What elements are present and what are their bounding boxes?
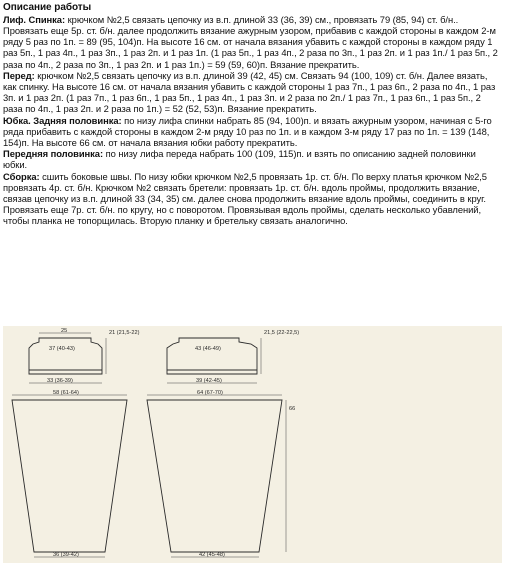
skirt-back-outline: [12, 400, 127, 552]
skirt-back-top-label: 58 (61-64): [53, 390, 79, 396]
skirt-front-outline: [147, 400, 282, 552]
bodice-back-side-label: 21 (21,5-22): [109, 330, 140, 336]
section-skirt-back: [3, 115, 502, 149]
section-assembly: [3, 171, 502, 227]
section-text: крючком №2,5 связать цепочку из в.п. длиной 39 (42, 45) см. Связать 94 (100, 109) ст. б/н. Далее вязать, как спинку. На высоте 16 см. от начала вязания убавить с каждой стороны 1 раз 7п., 1 раз 6п., 2 раза по 4п., 1 раз 3п. и 1 раз 2п. (1 раз 7п., 1 раз 6п., 1 раз 5п., 1 раз 4п., 1 раз 3п. и 2 раза по 2п./ 1 раз 7п., 1 раз 6п., 1 раз 5п., 2 раза по 4п., 1 раз 2п. и 2 раза по 1п.) = 52 (52, 53)п. Вязание прекратить.: [3, 69, 496, 115]
section-label: Передняя половинка:: [3, 148, 104, 160]
pattern-diagram: [3, 326, 502, 563]
pattern-description: [3, 2, 502, 227]
bodice-front-outline: [167, 338, 257, 374]
section-back: [3, 14, 502, 70]
bodice-back-top-label: 25: [61, 328, 68, 334]
page-title: Описание работы: [3, 2, 92, 13]
bodice-back-bottom-label: 33 (36-39): [47, 378, 73, 384]
section-label: Сборка:: [3, 170, 40, 182]
section-front: [3, 70, 502, 115]
pattern-shapes: [3, 326, 502, 563]
bodice-front-bottom-label: 39 (42-45): [196, 378, 222, 384]
section-text: по низу лифа спинки набрать 85 (94, 100)п. и вязать ажурным узором, начиная с 5-го ряда прибавить с каждой стороны в каждом 2-м ряду 10 раз по 1п. и в каждом 3-м ряду 17 раз по 1п. = 139 (148, 154)п. На высоте 66 см. от начала вязания юбки работу прекратить.: [3, 114, 492, 148]
section-text: крючком №2,5 связать цепочку из в.п. длиной 33 (36, 39) см., провязать 79 (85, 94) ст. б/н.. Провязать еще 5р. ст. б/н. далее продолжить вязание ажурным узором, прибавив с каждой стороны в каждом 2-м ряду 5 раз по 1п. = 89 (95, 104)п. На высоте 16 см. от начала вязания убавить с каждой стороны в каждом ряду 1 раз 5п., 1 раз 4п., 1 раз 3п., 1 раз 2п. и 1 раз 1п. (1 раз 5п., 1 раз 4п., 2 раза по 3п., 1 раз 2п. и 1 раз 1п./ 1 раз 5п., 2 раза по 4п., 2 раза по 3п., 1 раз 2п. и 1 раз 1п.) = 59 (59, 60)п. Вязание прекратить.: [3, 13, 498, 70]
bodice-front-top-label: 43 (46-49): [195, 346, 221, 352]
skirt-back-bottom-label: 36 (39-42): [53, 552, 79, 558]
section-skirt-front: [3, 148, 502, 170]
section-text: по низу лифа переда набрать 100 (109, 115)п. и взять по описанию задней половинки юбки.: [3, 148, 476, 171]
section-text: сшить боковые швы. По низу юбки крючком №2,5 провязать 1р. ст. б/н. По верху платья крючком №2,5 провязать 4р. ст. б/н. Крючком №2 связать бретели: провязать 1р. ст. б/н. вдоль проймы, продолжить вязание, связав цепочку из в.п. длиной 33 (34, 35) см. далее снова продолжить вязание вдоль проймы, соединить в круг. Провязать еще 7р. ст. б/н. по кругу, но с поворотом. Провязывая вдоль проймы, сделать несколько убавлений, чтобы планка не топорщилась. Вторую планку и бретельку связать аналогично.: [3, 170, 487, 227]
skirt-front-bottom-label: 42 (45-48): [199, 552, 225, 558]
bodice-front-side-label: 21,5 (22-22,5): [264, 330, 300, 336]
skirt-front-top-label: 64 (67-70): [197, 390, 223, 396]
section-label: Лиф. Спинка:: [3, 13, 66, 25]
section-label: Юбка. Задняя половинка:: [3, 114, 122, 126]
bodice-back-outline: [29, 338, 102, 374]
section-label: Перед:: [3, 69, 35, 81]
bodice-back-mid-label: 37 (40-43): [49, 346, 75, 352]
skirt-front-side-label: 66: [289, 406, 296, 412]
